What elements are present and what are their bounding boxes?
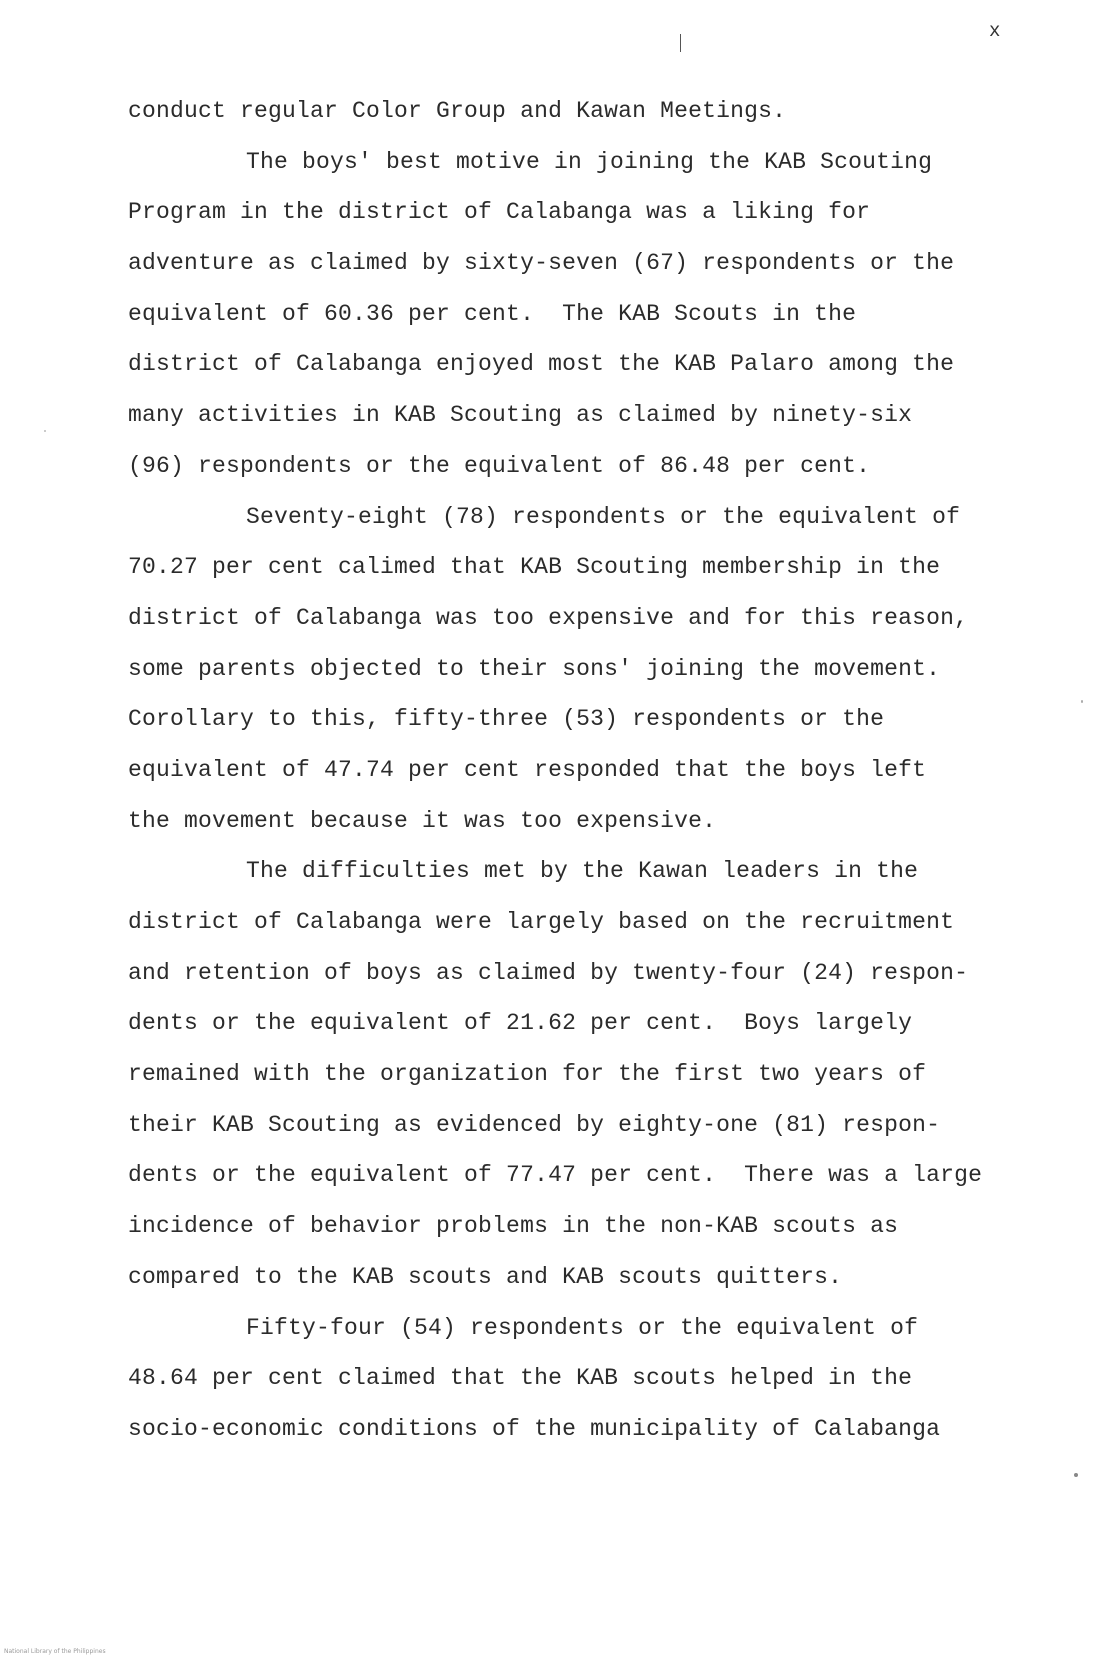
text-line: The difficulties met by the Kawan leaders in the <box>246 858 919 885</box>
text-line: remained with the organization for the first two years of <box>128 1061 927 1088</box>
text-line: the movement because it was too expensive. <box>128 807 717 834</box>
scan-mark <box>680 34 681 52</box>
text-line: dents or the equivalent of 77.47 per cent. There was a large <box>128 1162 983 1189</box>
footer-stamp: National Library of the Philippines <box>4 1648 106 1655</box>
text-line: Program in the district of Calabanga was a liking for <box>128 199 871 226</box>
text-line: district of Calabanga was too expensive and for this reason, <box>128 604 969 631</box>
text-line: 70.27 per cent calimed that KAB Scouting membership in the <box>128 554 941 581</box>
text-line: 48.64 per cent claimed that the KAB scouts helped in the <box>128 1365 913 1392</box>
text-line: Fifty-four (54) respondents or the equivalent of <box>246 1314 919 1341</box>
text-line: dents or the equivalent of 21.62 per cent. Boys largely <box>128 1010 913 1037</box>
text-line: adventure as claimed by sixty-seven (67) respondents or the <box>128 250 955 277</box>
text-line: equivalent of 60.36 per cent. The KAB Scouts in the <box>128 300 857 327</box>
text-line: incidence of behavior problems in the non-KAB scouts as <box>128 1213 899 1240</box>
text-line: Seventy-eight (78) respondents or the equivalent of <box>246 503 961 530</box>
text-line: and retention of boys as claimed by twenty-four (24) respon- <box>128 959 969 986</box>
text-line: Corollary to this, fifty-three (53) respondents or the <box>128 706 885 733</box>
text-line: district of Calabanga enjoyed most the KAB Palaro among the <box>128 351 955 378</box>
text-line: compared to the KAB scouts and KAB scouts quitters. <box>128 1263 843 1290</box>
text-line: conduct regular Color Group and Kawan Meetings. <box>128 98 787 124</box>
page-number: x <box>989 20 1001 42</box>
scan-speck <box>1081 700 1083 703</box>
text-line: equivalent of 47.74 per cent responded that the boys left <box>128 756 927 783</box>
text-line: some parents objected to their sons' joining the movement. <box>128 655 941 682</box>
scan-speck <box>1074 1473 1078 1477</box>
text-line: socio-economic conditions of the municipality of Calabanga <box>128 1415 941 1442</box>
scan-speck <box>44 430 46 432</box>
text-line: their KAB Scouting as evidenced by eighty-one (81) respon- <box>128 1111 941 1138</box>
text-line: district of Calabanga were largely based on the recruitment <box>128 909 955 935</box>
text-line: (96) respondents or the equivalent of 86.48 per cent. <box>128 452 871 479</box>
body-text <box>128 92 1068 1461</box>
text-line: many activities in KAB Scouting as claimed by ninety-six <box>128 402 913 429</box>
text-line: The boys' best motive in joining the KAB Scouting <box>246 148 933 175</box>
